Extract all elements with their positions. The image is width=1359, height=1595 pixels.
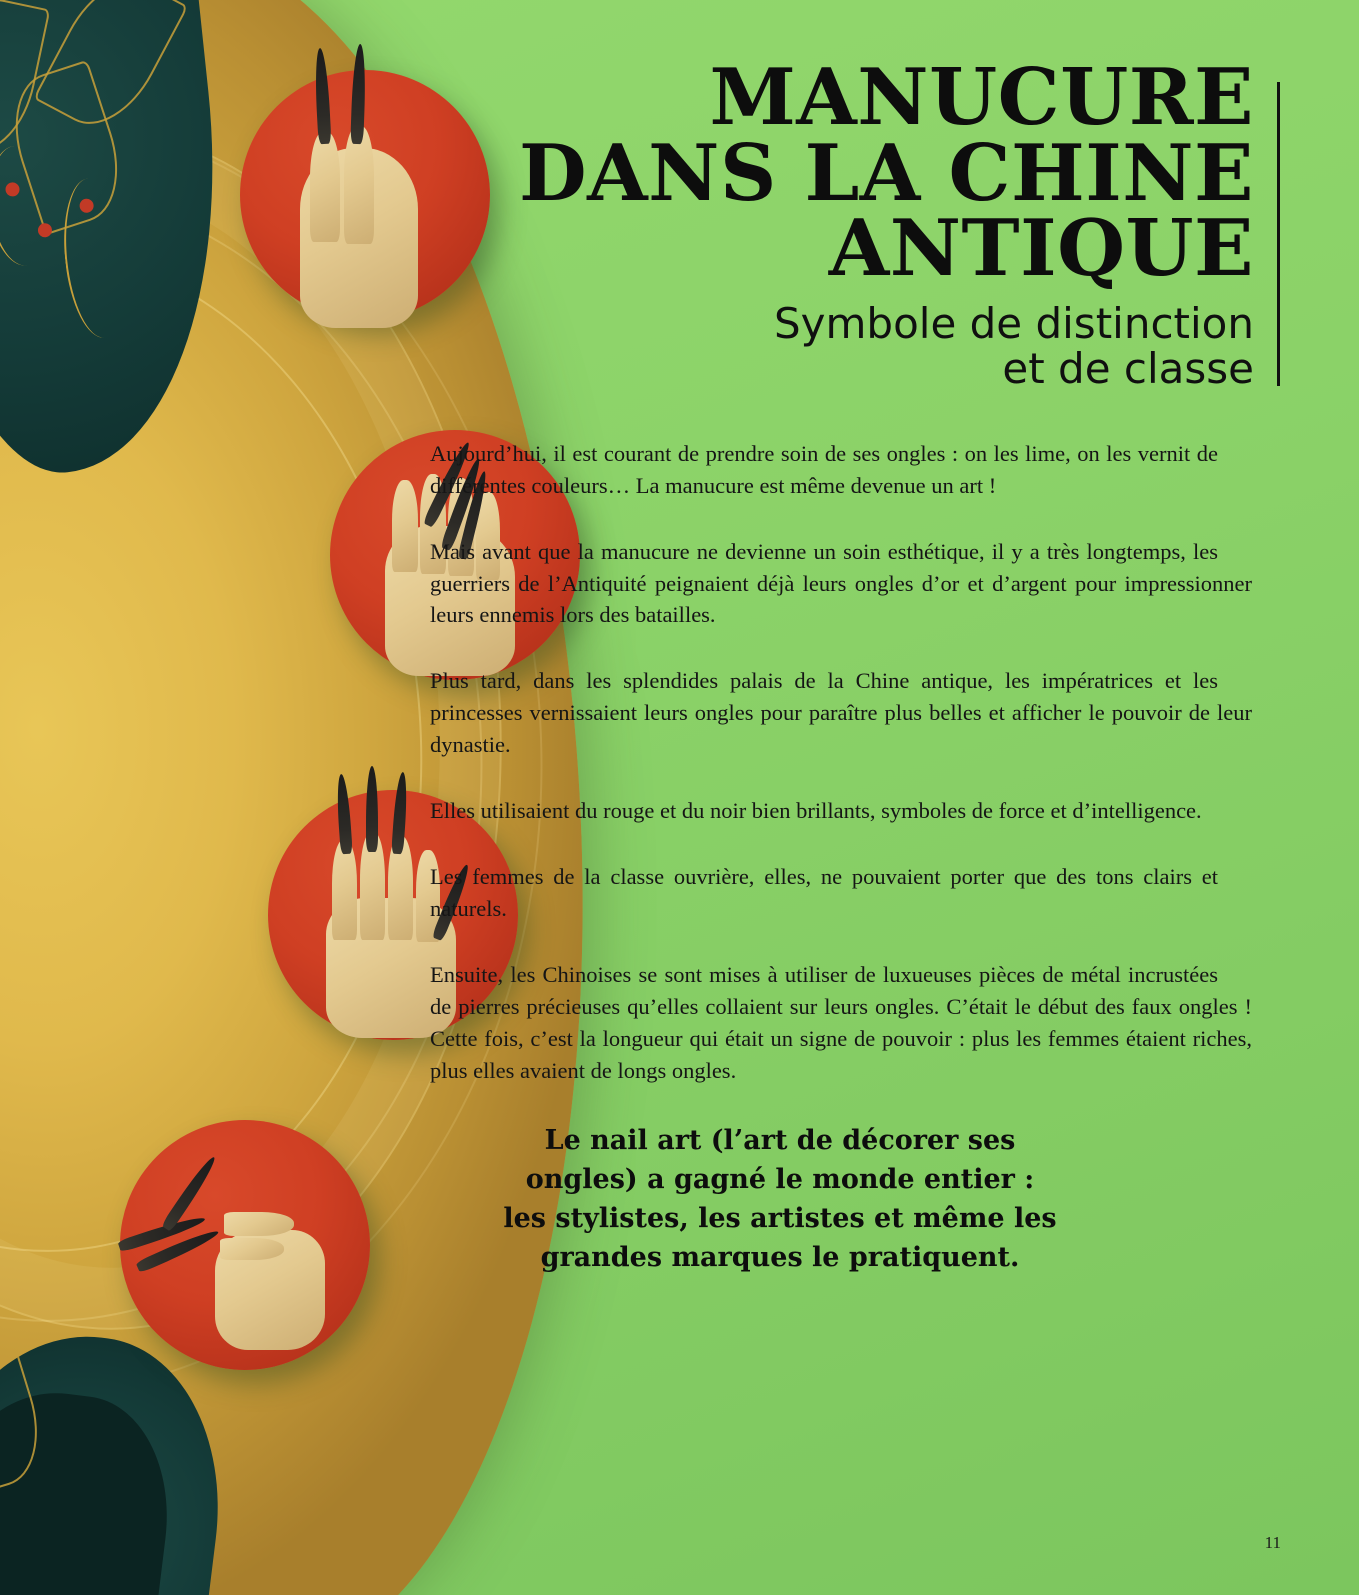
closing-text <box>430 1121 1130 1278</box>
title-line-2: DANS LA CHINE <box>519 127 1254 219</box>
finger-shape <box>220 1238 284 1260</box>
paragraph <box>430 665 1252 761</box>
finger-shape <box>310 132 340 242</box>
paragraph-text: Elles utilisaient du rouge et du noir bien brillants, symboles de force et d’intelligence. <box>430 798 1202 824</box>
subtitle-line-2: et de classe <box>1002 344 1254 394</box>
closing-line-4: grandes marques le pratiquent. <box>540 1242 1020 1274</box>
title-line-3: ANTIQUE <box>828 203 1254 295</box>
title-block <box>430 52 1280 394</box>
paragraph-text: Ensuite, les Chinoises se sont mises à utiliser de luxueuses pièces de métal incrustées de pierres précieuses qu’elles collaient sur leurs ongles. C’était le début des faux ongles ! Cette fois, c’est la longueur qui était un signe de pouvoir : plus les femmes étaient riches, plus elles avaient de longs ongles. <box>430 962 1252 1083</box>
paragraph-text: Les femmes de la classe ouvrière, elles, ne pouvaient porter que des tons clairs et naturels. <box>430 864 1218 922</box>
finger-shape <box>392 480 418 572</box>
article-body <box>430 438 1280 1087</box>
finger-shape <box>224 1212 294 1236</box>
paragraph-text: Plus tard, dans les splendides palais de la Chine antique, les impératrices et les princesses vernissaient leurs ongles pour paraître plus belles et afficher le pouvoir de leur dynastie. <box>430 668 1252 758</box>
finger-shape <box>332 840 357 940</box>
page-number: 11 <box>1264 1533 1281 1552</box>
paragraph <box>430 795 1252 827</box>
page-title <box>430 52 1254 295</box>
page-subtitle <box>430 298 1254 394</box>
paragraph-text: Mais avant que la manucure ne devienne un soin esthétique, il y a très longtemps, les guerriers de l’Antiquité peignaient déjà leurs ongles d’or et d’argent pour impressionner leurs ennemis lors des batailles. <box>430 538 1252 628</box>
paragraph <box>430 861 1252 925</box>
title-vertical-rule <box>1277 82 1280 386</box>
subtitle-line-1: Symbole de distinction <box>773 298 1254 348</box>
closing-line-1: Le nail art (l’art de décorer ses <box>544 1124 1016 1156</box>
illustration-hand-sideways-long-nails <box>120 1120 370 1370</box>
closing-statement <box>430 1121 1280 1278</box>
stem-icon <box>57 175 135 341</box>
paragraph-text: Aujourd’hui, il est courant de prendre soin de ses ongles : on les lime, on les vernit de différentes couleurs… La manucure est même devenue un art ! <box>430 440 1218 498</box>
article-content <box>430 52 1280 1277</box>
title-line-1: MANUCURE <box>709 52 1254 143</box>
closing-line-2: ongles) a gagné le monde entier : <box>525 1163 1035 1195</box>
berry-icon <box>37 223 52 238</box>
paragraph <box>430 438 1252 502</box>
closing-line-3: les stylistes, les artistes et même les <box>503 1203 1057 1235</box>
paragraph <box>430 959 1252 1087</box>
paragraph <box>430 536 1252 632</box>
